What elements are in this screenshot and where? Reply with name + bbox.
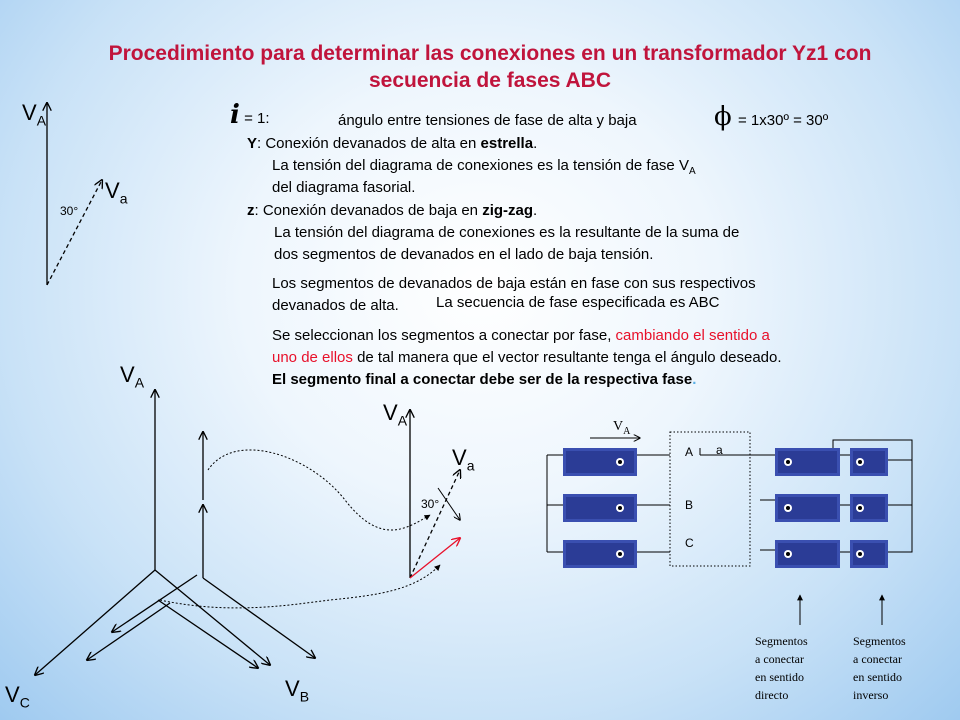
ratio-line bbox=[230, 100, 270, 130]
lv-inverse-coil-b bbox=[850, 494, 888, 522]
label-va-star: $V_A$ bbox=[120, 362, 145, 391]
y-line-2-sub: A bbox=[688, 166, 696, 177]
terminal-a-lower: a bbox=[716, 443, 723, 457]
segment-phase-line-1: Los segmentos de devanados de baja están en fase con sus respectivos bbox=[272, 275, 756, 292]
zig-segment-red bbox=[410, 538, 460, 578]
z-letter: z bbox=[247, 202, 255, 219]
label-va-top: $V_A$ bbox=[22, 100, 47, 129]
z-text: : Conexión devanados de baja en bbox=[254, 202, 479, 219]
y-line-3: del diagrama fasorial. bbox=[272, 179, 416, 196]
z-line-3: dos segmentos de devanados en el lado de baja tensión. bbox=[274, 246, 654, 263]
label-va-low-mid: $V_a$ bbox=[452, 445, 475, 474]
curve-upper bbox=[208, 450, 430, 530]
terminal-b: B bbox=[685, 498, 694, 512]
angle-label-mid: 30° bbox=[421, 497, 440, 511]
star-diagram bbox=[35, 390, 315, 675]
lv-direct-coil-b bbox=[775, 494, 840, 522]
select-line-1 bbox=[272, 327, 770, 345]
select-l2a: uno de ellos bbox=[272, 349, 353, 366]
angle-label-top: 30° bbox=[60, 204, 79, 218]
y-end: . bbox=[533, 135, 538, 152]
seg-b2 bbox=[158, 600, 258, 668]
caption-inverse: Segmentos a conectar en sentido inverso bbox=[853, 634, 906, 702]
select-l2b: de tal manera que el vector resultante tenga el ángulo deseado. bbox=[357, 349, 782, 366]
winding-va-label: $V_A$ bbox=[613, 419, 631, 437]
va-low-vector-2 bbox=[410, 470, 460, 578]
connector-curves bbox=[160, 450, 440, 608]
star-phase-c bbox=[35, 570, 155, 675]
ratio-eq: = 1: bbox=[244, 110, 270, 127]
terminal-c: C bbox=[685, 536, 694, 550]
z-end: . bbox=[533, 202, 538, 219]
seg-c2 bbox=[112, 575, 197, 632]
phasor-diagram-top bbox=[47, 103, 102, 285]
y-line-2-text: La tensión del diagrama de conexiones es la tensión de fase V bbox=[272, 157, 689, 174]
select-line-2 bbox=[272, 349, 782, 367]
phi-symbol: ϕ bbox=[714, 102, 732, 132]
terminal-a-upper: A bbox=[685, 445, 694, 459]
va-low-vector bbox=[47, 180, 102, 285]
lv-direct-coil-c bbox=[775, 540, 840, 568]
select-l1a: Se seleccionan los segmentos a conectar por fase, bbox=[272, 327, 612, 344]
title-line-2: secuencia de fases ABC bbox=[368, 69, 611, 92]
ratio-symbol: i bbox=[230, 100, 240, 130]
select-l1b: cambiando el sentido a bbox=[615, 327, 770, 344]
hv-coil-c bbox=[563, 540, 637, 568]
z-line-2: La tensión del diagrama de conexiones es la resultante de la suma de bbox=[274, 224, 740, 241]
lv-inverse-coil-a bbox=[850, 448, 888, 476]
select-line-3 bbox=[272, 371, 696, 389]
y-connection-line bbox=[247, 135, 537, 153]
terminal-box bbox=[670, 432, 750, 566]
hv-coil-b bbox=[563, 494, 637, 522]
select-l3: El segmento final a conectar debe ser de la respectiva fase bbox=[272, 371, 693, 388]
z-connection-line bbox=[247, 202, 537, 220]
y-line-2 bbox=[272, 157, 696, 181]
y-text: : Conexión devanados de alta en bbox=[257, 135, 477, 152]
winding-coils bbox=[563, 448, 888, 568]
sequence-text: La secuencia de fase especificada es ABC bbox=[436, 294, 720, 311]
lv-inverse-coil-c bbox=[850, 540, 888, 568]
lv-direct-coil-a bbox=[775, 448, 840, 476]
curve-lower bbox=[160, 565, 440, 608]
y-bold: estrella bbox=[480, 135, 534, 152]
ratio-value: = 1x30º = 30º bbox=[738, 112, 829, 129]
hv-coil-a bbox=[563, 448, 637, 476]
segment-phase-line-2: devanados de alta. bbox=[272, 297, 399, 314]
seg-b1 bbox=[203, 578, 315, 658]
title-line-1: Procedimiento para determinar las conexiones en un transformador Yz1 con bbox=[108, 42, 872, 65]
label-vb-star: $V_B$ bbox=[285, 676, 310, 705]
phasor-diagram-mid bbox=[410, 410, 460, 578]
y-letter: Y bbox=[247, 135, 258, 152]
z-bold: zig-zag bbox=[482, 202, 534, 219]
select-l3-end: . bbox=[692, 371, 697, 388]
label-vc-star: $V_C$ bbox=[5, 682, 30, 711]
label-va-low-top: $V_a$ bbox=[105, 178, 128, 207]
seg-c1 bbox=[87, 603, 170, 660]
caption-direct: Segmentos a conectar en sentido directo bbox=[755, 634, 808, 702]
ratio-text: ángulo entre tensiones de fase de alta y baja bbox=[338, 112, 637, 129]
label-va-mid: $V_A$ bbox=[383, 400, 408, 429]
